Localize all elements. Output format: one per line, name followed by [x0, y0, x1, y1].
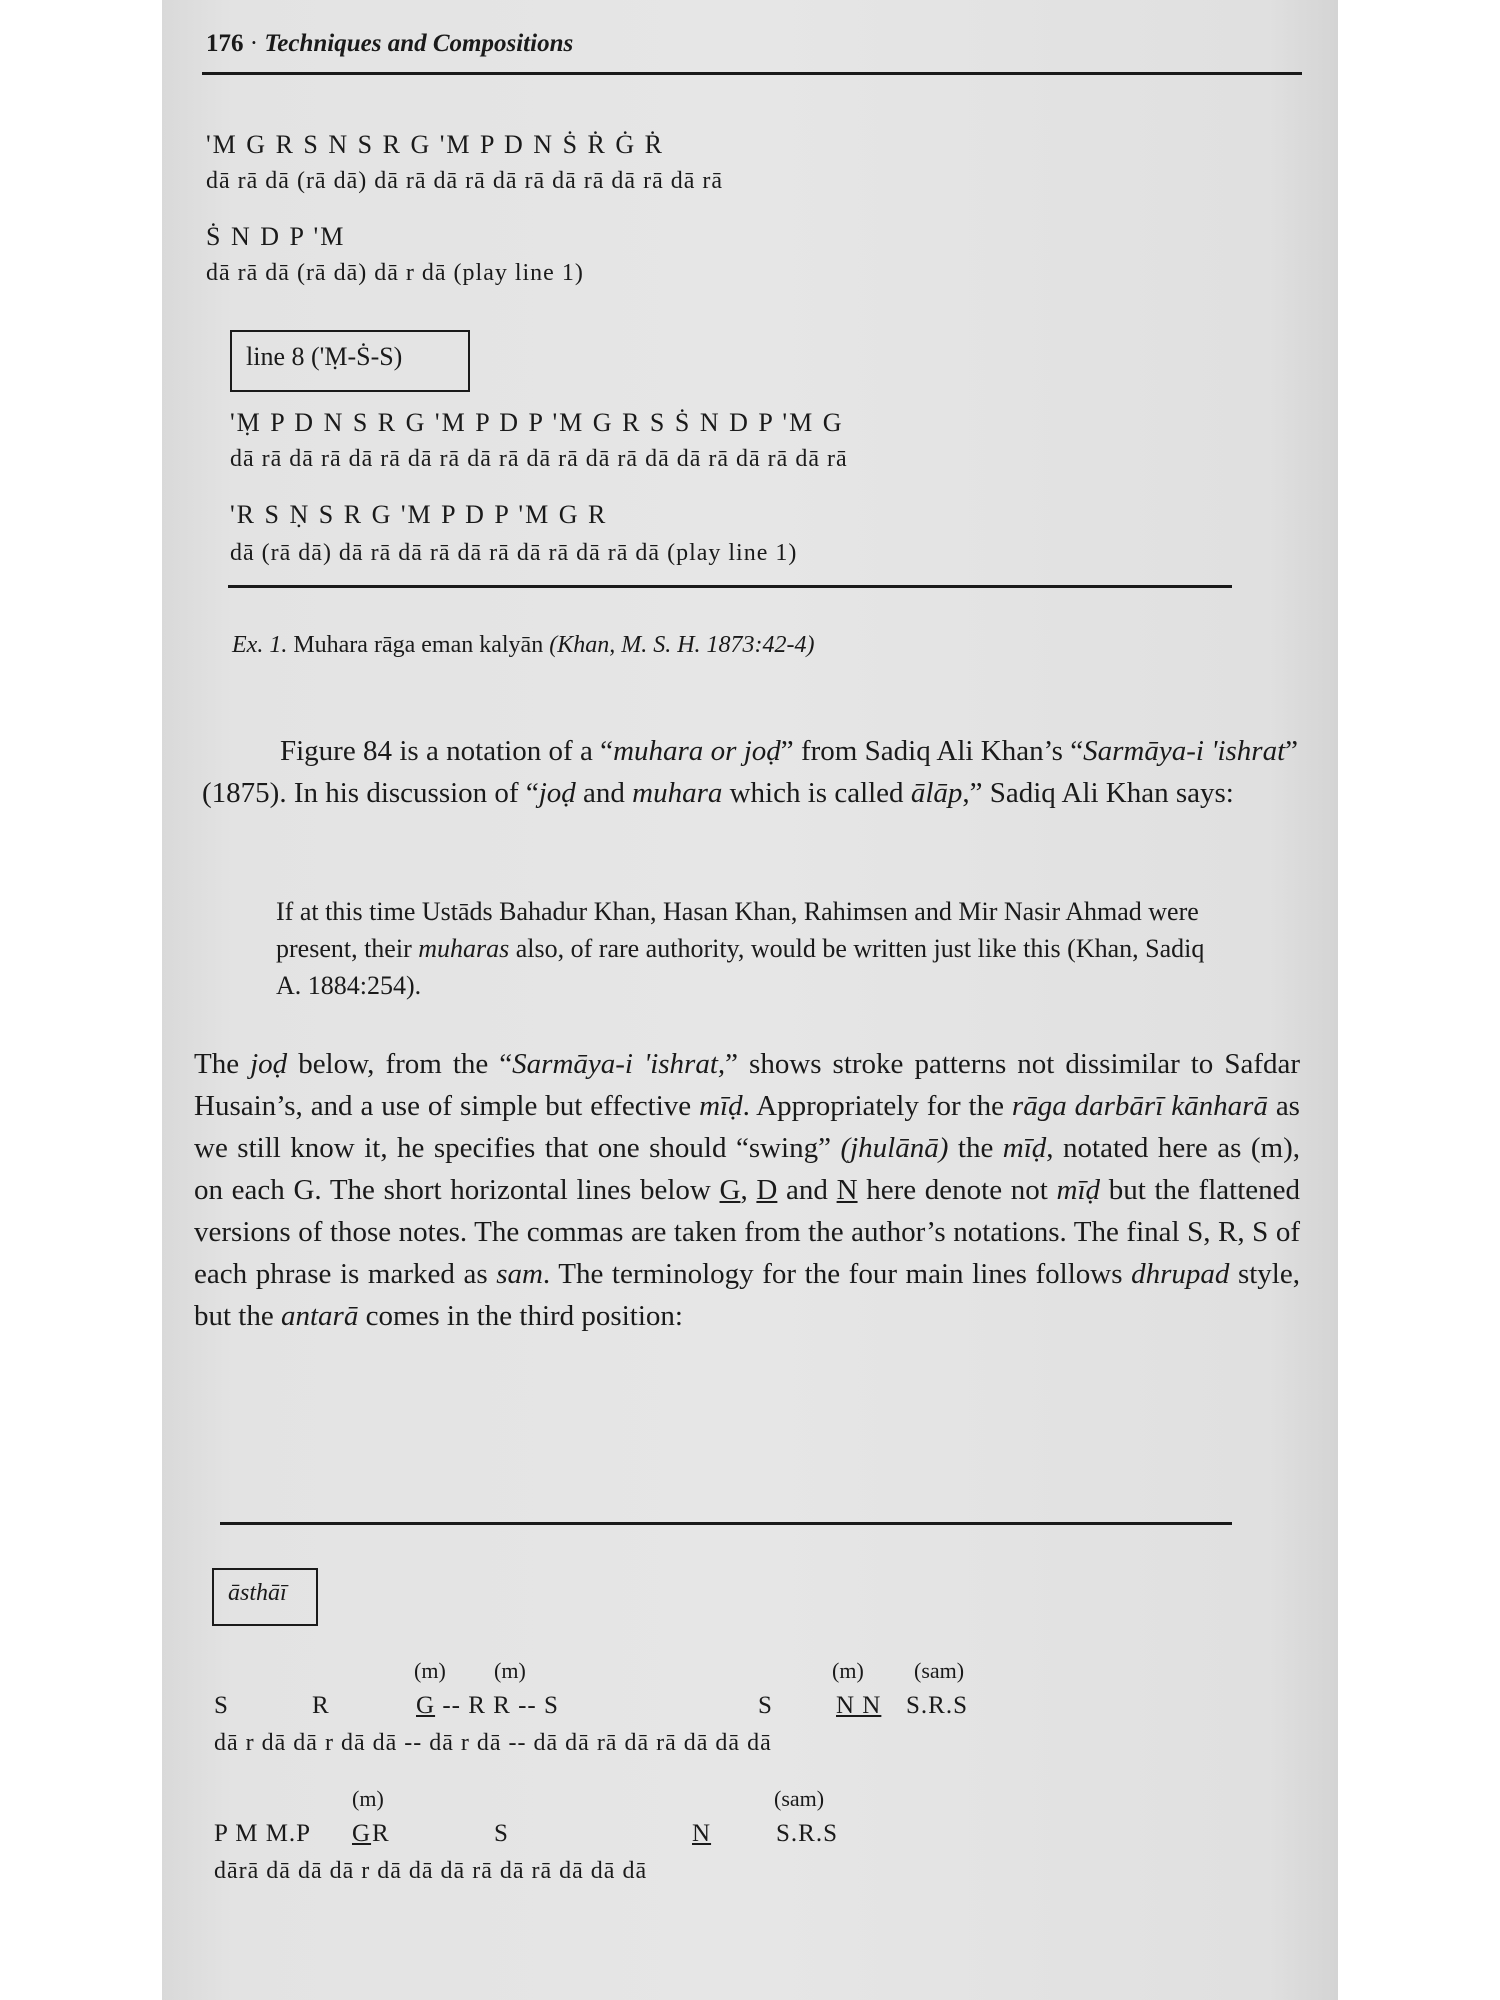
page-number: 176 — [206, 30, 244, 57]
notation-line-2-notes: Ṡ N D P 'M — [206, 222, 346, 251]
mid-marker-2: (m) — [494, 1658, 526, 1683]
notation-line-1-strokes: dā rā dā (rā dā) dā rā dā rā dā rā dā rā dā rā dā rā — [206, 168, 724, 194]
asthai-line-1-strokes: dā r dā dā r dā dā -- dā r dā -- dā dā rā dā rā dā dā dā — [214, 1730, 772, 1756]
notation-line-4-strokes: dā (rā dā) dā rā dā rā dā rā dā rā dā rā dā (play line 1) — [230, 540, 798, 566]
caption-label: Ex. 1. — [232, 632, 288, 658]
notation-line-3-strokes: dā rā dā rā dā rā dā rā dā rā dā rā dā rā dā dā rā dā rā dā rā — [230, 446, 848, 472]
mid-marker-3: (m) — [832, 1658, 864, 1683]
running-header — [206, 30, 573, 58]
notation-line-2-strokes: dā rā dā (rā dā) dā r dā (play line 1) — [206, 260, 584, 286]
mid-marker-1: (m) — [414, 1658, 446, 1683]
paragraph-2: The joḍ below, from the “Sarmāya-i 'ishrat,” shows stroke patterns not dissimilar to Safdar Husain’s, and a use of simple but effective mīḍ. Appropriately for the rāga darbārī kānharā as we still know it, he specifies that one should “swing” (jhulānā) the mīḍ, notated here as (m), on each G. The short horizontal lines below G, D and N here denote not mīḍ but the flattened versions of those notes. The commas are taken from the author’s notations. The final S, R, S of each phrase is marked as sam. The terminology for the four main lines follows dhrupad style, but the antarā comes in the third position: — [194, 1048, 1301, 1332]
caption-source: (Khan, M. S. H. 1873:42-4) — [549, 632, 815, 658]
mid-marker-4: (m) — [352, 1786, 384, 1811]
header-separator: · — [249, 30, 259, 57]
caption-text: Muhara rāga eman kalyān — [293, 632, 544, 658]
block-quote: If at this time Ustāds Bahadur Khan, Hasan Khan, Rahimsen and Mir Nasir Ahmad were present, their muharas also, of rare authority, would be written just like this (Khan, Sadiq A. 1884:254). — [276, 897, 1205, 1000]
line-8-box: line 8 ('Ṃ-Ṡ-S) — [230, 330, 470, 392]
book-page: 176 · Techniques and Compositions 'M G R S N S R G 'M P D N Ṡ Ṙ Ġ Ṙ dā rā dā (rā dā) dā rā dā rā dā rā dā rā dā rā dā rā Ṡ N D P 'M dā rā dā (rā dā) dā r dā (play line 1) line 8 ('Ṃ-Ṡ-S) 'Ṃ P D N S R G 'M P D P 'M G R S Ṡ N D P 'M G dā rā dā rā dā rā dā rā dā rā dā rā dā rā dā dā rā dā rā dā rā 'R S Ṇ S R G 'M P D P 'M G R dā (rā dā) dā rā dā rā dā rā dā rā dā rā dā (play line 1) Ex. 1. Muhara rāga eman kalyān (Khan, M. S. H. 1873:42-4) Figure 84 is a notation of a “muhara or joḍ” from Sadiq Ali Khan’s “Sarmāya-i 'ishrat” (1875). In his discussion of “joḍ and muhara which is called ālāp,” Sadiq Ali Khan says: If at this time Ustāds Bahadur Khan, Hasan Khan, Rahimsen and Mir Nasir Ahmad were present, their muharas also, of rare authority, would be written just like this (Khan, Sadiq A. 1884:254). The joḍ below, from the “Sarmāya-i 'ishrat,” shows stroke patterns not dissimilar to Safdar Husain’s, and a use of simple but effective mīḍ. Appropriately for the rāga darbārī kānharā as we still know it, he specifies that one should “swing” (jhulānā) the mīḍ, notated here as (m), on each G. The short horizontal lines below G, D and N here denote not mīḍ but the flattened versions of those notes. The commas are taken from the author’s notations. The final S, R, S of each phrase is marked as sam. The terminology for the four main lines follows dhrupad style, but the antarā comes in the third position: āsthāī (m) (m) (m) (sam) S R G -- R R -- S S N N S.R.S dā r dā dā r dā dā -- dā r dā -- dā dā rā dā rā dā dā dā (m) (sam) P M M.P G R S N S.R.S dārā dā dā dā r dā dā dā rā dā rā dā dā dā — [162, 0, 1338, 2000]
notation-line-3-notes: 'Ṃ P D N S R G 'M P D P 'M G R S Ṡ N D P 'M G — [230, 408, 844, 437]
paragraph-1: Figure 84 is a notation of a “muhara or joḍ” from Sadiq Ali Khan’s “Sarmāya-i 'ishrat” (1875). In his discussion of “joḍ and muhara which is called ālāp,” Sadiq Ali Khan says: — [202, 735, 1298, 809]
asthai-rule — [220, 1522, 1232, 1525]
header-rule — [202, 72, 1302, 75]
sam-marker-1: (sam) — [914, 1658, 965, 1683]
sam-marker-2: (sam) — [774, 1786, 825, 1811]
notation-line-4-notes: 'R S Ṇ S R G 'M P D P 'M G R — [230, 500, 608, 529]
header-title: Techniques and Compositions — [264, 30, 574, 57]
asthai-box: āsthāī — [212, 1568, 318, 1626]
example-rule — [228, 585, 1232, 588]
notation-line-1-notes: 'M G R S N S R G 'M P D N Ṡ Ṙ Ġ Ṙ — [206, 130, 665, 159]
example-caption — [232, 632, 815, 659]
asthai-line-2-strokes: dārā dā dā dā r dā dā dā rā dā rā dā dā dā — [214, 1858, 648, 1884]
